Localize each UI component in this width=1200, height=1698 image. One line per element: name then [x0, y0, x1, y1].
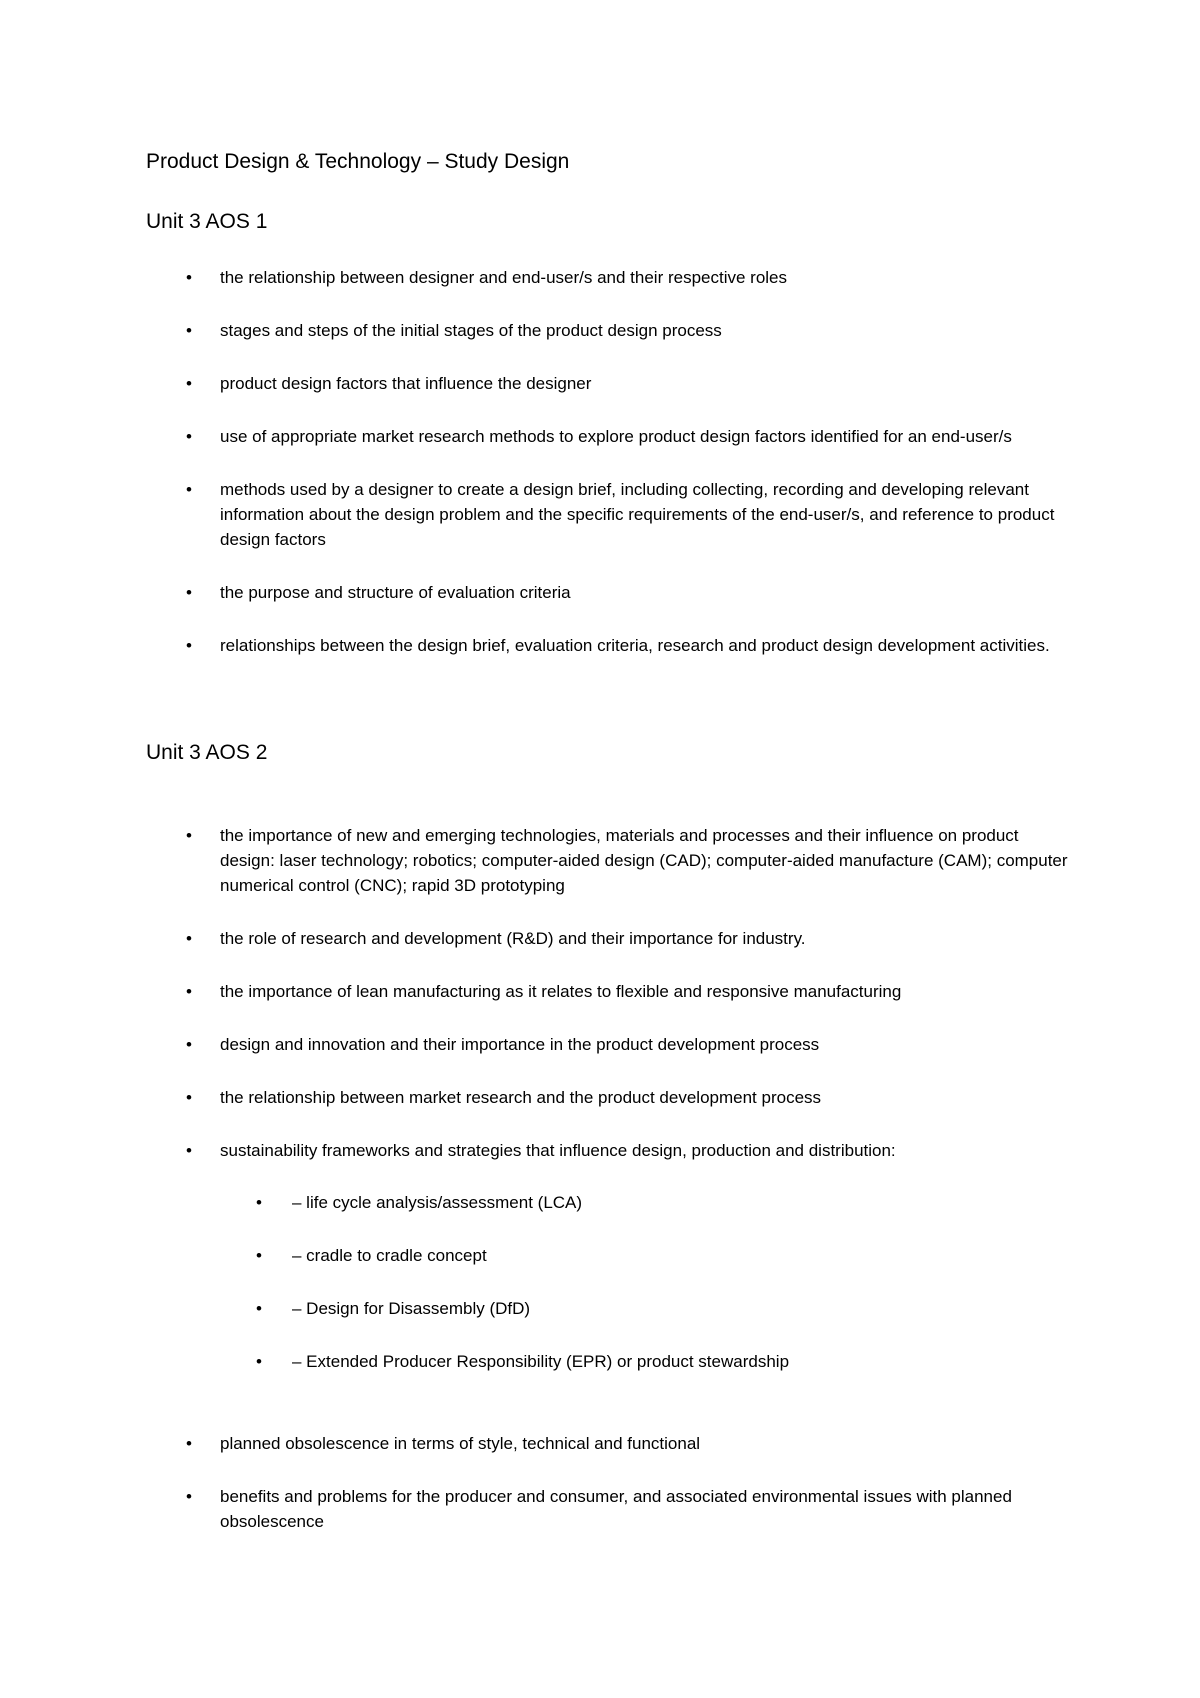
list-item: • the role of research and development (R&D) and their importance for industry.	[0, 926, 1200, 951]
list-item: • benefits and problems for the producer and consumer, and associated environmental issues with planned obsolescence	[0, 1484, 1200, 1534]
list-item: • stages and steps of the initial stages of the product design process	[0, 318, 1200, 343]
sub-list-item: • – cradle to cradle concept	[0, 1243, 1200, 1268]
list-item: • the purpose and structure of evaluation criteria	[0, 580, 1200, 605]
list-item: • methods used by a designer to create a design brief, including collecting, recording and developing relevant information about the design problem and the specific requirements of the end-user/s, and reference to product design factors	[0, 477, 1200, 552]
bullet-list-unit3-aos1	[0, 265, 1200, 686]
list-item: • the importance of new and emerging technologies, materials and processes and their influence on product design: laser technology; robotics; computer-aided design (CAD); computer-aided manufacture (CAM); computer numerical control (CNC); rapid 3D prototyping	[0, 823, 1200, 898]
list-item: • use of appropriate market research methods to explore product design factors identified for an end-user/s	[0, 424, 1200, 449]
sub-list-item: • – Extended Producer Responsibility (EPR) or product stewardship	[0, 1349, 1200, 1374]
sub-list-item: • – Design for Disassembly (DfD)	[0, 1296, 1200, 1321]
list-item: • product design factors that influence the designer	[0, 371, 1200, 396]
section-heading-unit3-aos2: Unit 3 AOS 2	[146, 741, 268, 764]
list-item: • relationships between the design brief, evaluation criteria, research and product design development activities.	[0, 633, 1200, 658]
list-item: • the importance of lean manufacturing as it relates to flexible and responsive manufacturing	[0, 979, 1200, 1004]
list-item: • the relationship between designer and end-user/s and their respective roles	[0, 265, 1200, 290]
bullet-list-unit3-aos2-continued	[0, 1431, 1200, 1562]
list-item: • planned obsolescence in terms of style, technical and functional	[0, 1431, 1200, 1456]
list-item: • design and innovation and their importance in the product development process	[0, 1032, 1200, 1057]
document-title: Product Design & Technology – Study Design	[146, 150, 570, 173]
list-item: • sustainability frameworks and strategies that influence design, production and distribution:	[0, 1138, 1200, 1163]
sub-list-item: • – life cycle analysis/assessment (LCA)	[0, 1190, 1200, 1215]
bullet-list-unit3-aos2	[0, 823, 1200, 1191]
sub-bullet-list-sustainability	[0, 1190, 1200, 1402]
section-heading-unit3-aos1: Unit 3 AOS 1	[146, 210, 268, 233]
list-item: • the relationship between market research and the product development process	[0, 1085, 1200, 1110]
